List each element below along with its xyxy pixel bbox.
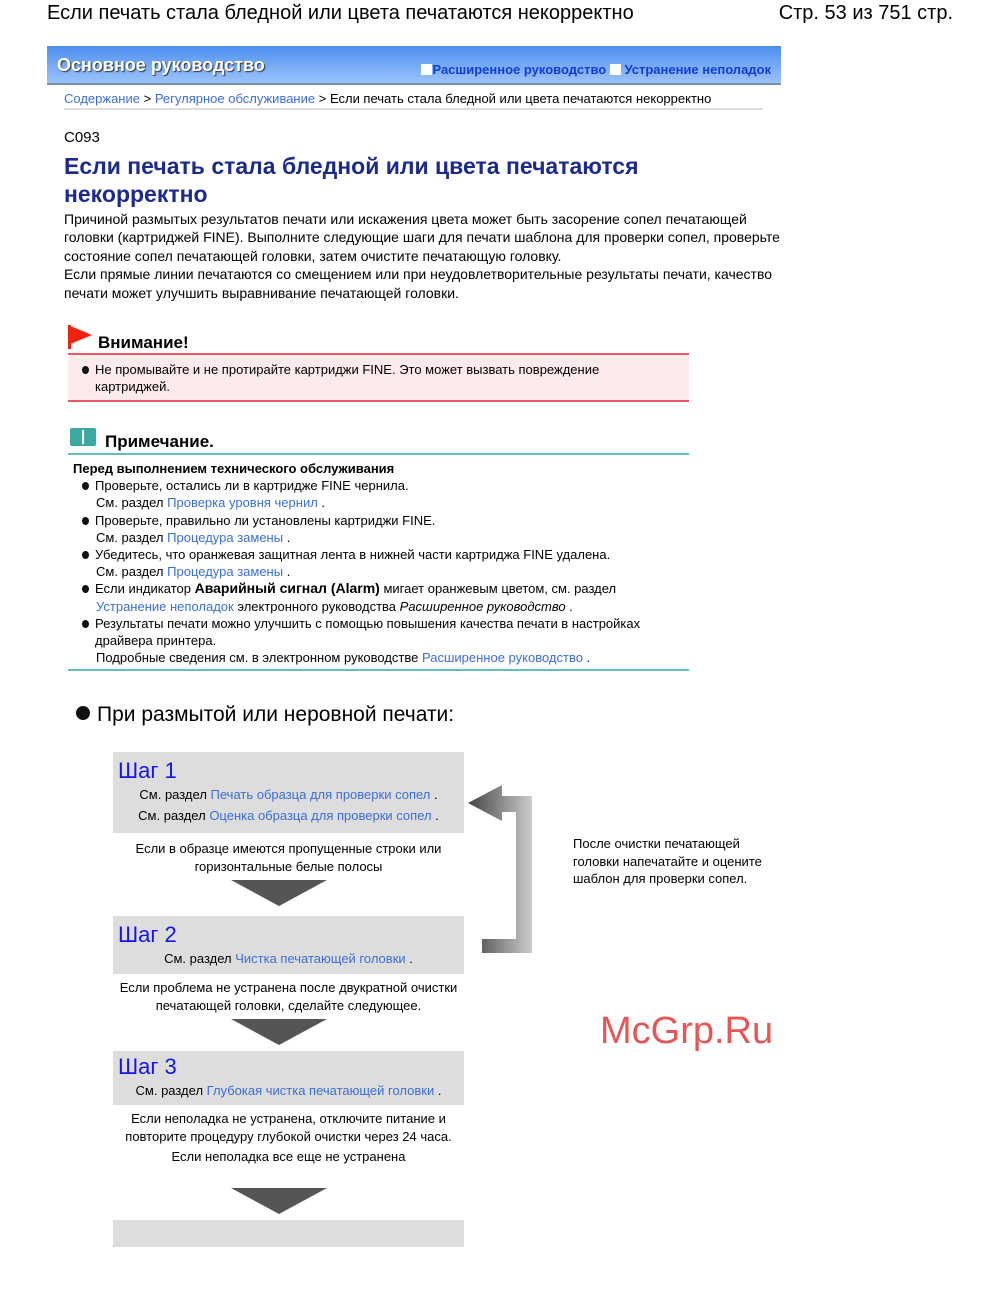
document-title: Если печать стала бледной или цвета печатаются некорректно: [47, 2, 634, 24]
step-1-condition: Если в образце имеются пропущенные строки или горизонтальные белые полосы: [135, 841, 442, 874]
breadcrumb-current: Если печать стала бледной или цвета печатаются некорректно: [329, 91, 712, 106]
square-icon: [421, 64, 432, 75]
nav-link-advanced[interactable]: Расширенное руководство: [432, 62, 607, 77]
loop-back-arrow-icon: [466, 783, 538, 955]
step-2-condition: Если проблема не устранена после двукратной очистки печатающей головки, сделайте следующее.: [119, 980, 458, 1013]
step-title: Шаг 1: [118, 758, 177, 783]
link-troubleshooting[interactable]: Устранение неполадок: [96, 598, 234, 614]
page-number: Стр. 53 из 751 стр.: [778, 2, 953, 24]
side-note: После очистки печатающей головки напечатайте и оцените шаблон для проверки сопел.: [573, 836, 762, 886]
text: Если индикатор: [95, 581, 191, 597]
note-item: Проверьте, правильно ли установлены картриджи FINE.: [68, 512, 689, 529]
see-label: См. раздел: [96, 529, 164, 545]
note-body: [68, 460, 689, 666]
see-label: См. раздел: [138, 808, 206, 823]
nav-bar: [47, 46, 781, 85]
divider: [68, 669, 689, 671]
see-label: См. раздел: [139, 787, 207, 802]
divider: [68, 453, 689, 455]
breadcrumb: [64, 91, 763, 110]
intro-paragraph: Причиной размытых результатов печати или искажения цвета может быть засорение сопел печатающей головки (картриджей FINE). Выполните следующие шаги для печати шаблона для проверки сопел, проверьте состояние сопел печатающей головки, затем очистите печатающую головку.: [64, 211, 780, 264]
alarm-label: Аварийный сигнал (Alarm): [194, 580, 380, 597]
step-title: Шаг 2: [118, 922, 177, 947]
square-icon: [610, 64, 621, 75]
link-advanced-guide[interactable]: Расширенное руководство: [422, 650, 583, 666]
link-ink-level[interactable]: Проверка уровня чернил: [167, 495, 318, 511]
link-deep-cleaning[interactable]: Глубокая чистка печатающей головки: [206, 1083, 435, 1098]
note-see: См. раздел Процедура замены .: [96, 529, 291, 545]
text: Если неполадка не устранена, отключите питание и повторите процедуру глубокой очистки через 24 часа.: [125, 1111, 452, 1144]
next-step-box: [113, 1220, 464, 1247]
link-replace[interactable]: Процедура замены: [167, 529, 284, 545]
note-item-alarm: [68, 580, 689, 597]
book-icon: [70, 428, 96, 446]
note-subheading: Перед выполнением технического обслуживания: [73, 461, 395, 476]
down-arrow-icon: [231, 1188, 327, 1214]
intro: [64, 210, 784, 302]
link-examine-nozzle-check[interactable]: Оценка образца для проверки сопел: [209, 808, 432, 823]
step-title: Шаг 3: [118, 1054, 177, 1079]
text: Если неполадка все еще не устранена: [171, 1149, 406, 1164]
flag-icon: [68, 325, 92, 345]
intro-paragraph: Если прямые линии печатаются со смещением или при неудовлетворительные результаты печати, качество печати может улучшить выравнивание печатающей головки.: [64, 266, 773, 301]
attention-box: [68, 353, 689, 402]
page-code: C093: [64, 129, 100, 146]
step-3-condition: [113, 1110, 464, 1166]
breadcrumb-sep: >: [318, 91, 327, 106]
note-heading: Примечание.: [105, 432, 214, 451]
note-item: Результаты печати можно улучшить с помощью повышения качества печати в настройках драйвера принтера.: [68, 615, 689, 649]
attention-heading: Внимание!: [98, 333, 189, 352]
attention-item: Не промывайте и не протирайте картриджи FINE. Это может вызвать повреждение картриджей.: [68, 361, 689, 395]
see-label: См. раздел: [164, 951, 232, 966]
note-see: См. раздел Процедура замены .: [96, 564, 291, 580]
see-label: См. раздел: [135, 1083, 204, 1098]
step-1-box: Шаг 1 См. раздел Печать образца для проверки сопел . См. раздел Оценка образца для проверки сопел .: [113, 752, 464, 833]
note-item: Проверьте, остались ли в картридже FINE чернила.: [68, 477, 689, 494]
watermark: McGrp.Ru: [600, 1010, 774, 1052]
nav-title[interactable]: Основное руководство: [57, 55, 265, 75]
breadcrumb-maintenance[interactable]: Регулярное обслуживание: [154, 91, 316, 106]
link-cleaning[interactable]: Чистка печатающей головки: [235, 951, 406, 966]
breadcrumb-contents[interactable]: Содержание: [64, 91, 140, 106]
note-see: Подробные сведения см. в электронном руководстве Расширенное руководство .: [96, 650, 591, 666]
nav-links: [421, 62, 771, 77]
step-3-box: Шаг 3 См. раздел Глубокая чистка печатающей головки .: [113, 1051, 464, 1105]
section-heading: При размытой или неровной печати:: [76, 703, 454, 727]
nav-link-troubleshooting[interactable]: Устранение неполадок: [624, 62, 771, 77]
note-see: Устранение неполадок электронного руководства Расширенное руководство .: [96, 598, 573, 614]
see-label: См. раздел: [96, 495, 164, 511]
note-item: Убедитесь, что оранжевая защитная лента в нижней части картриджа FINE удалена.: [68, 546, 689, 563]
text: мигает оранжевым цветом, см. раздел: [383, 581, 617, 597]
step-2-box: Шаг 2 См. раздел Чистка печатающей головки .: [113, 916, 464, 974]
down-arrow-icon: [231, 1019, 327, 1045]
link-print-nozzle-check[interactable]: Печать образца для проверки сопел: [210, 787, 431, 802]
link-replace[interactable]: Процедура замены: [167, 564, 284, 580]
breadcrumb-sep: >: [143, 91, 152, 106]
down-arrow-icon: [231, 880, 327, 906]
see-label: См. раздел: [96, 564, 164, 580]
text: Расширенное руководство: [399, 598, 566, 614]
text: Подробные сведения см. в электронном руководстве: [96, 650, 419, 666]
note-see: См. раздел Проверка уровня чернил .: [96, 495, 326, 511]
page-title: Если печать стала бледной или цвета печатаются некорректно: [64, 153, 639, 207]
text: электронного руководства: [237, 598, 397, 614]
